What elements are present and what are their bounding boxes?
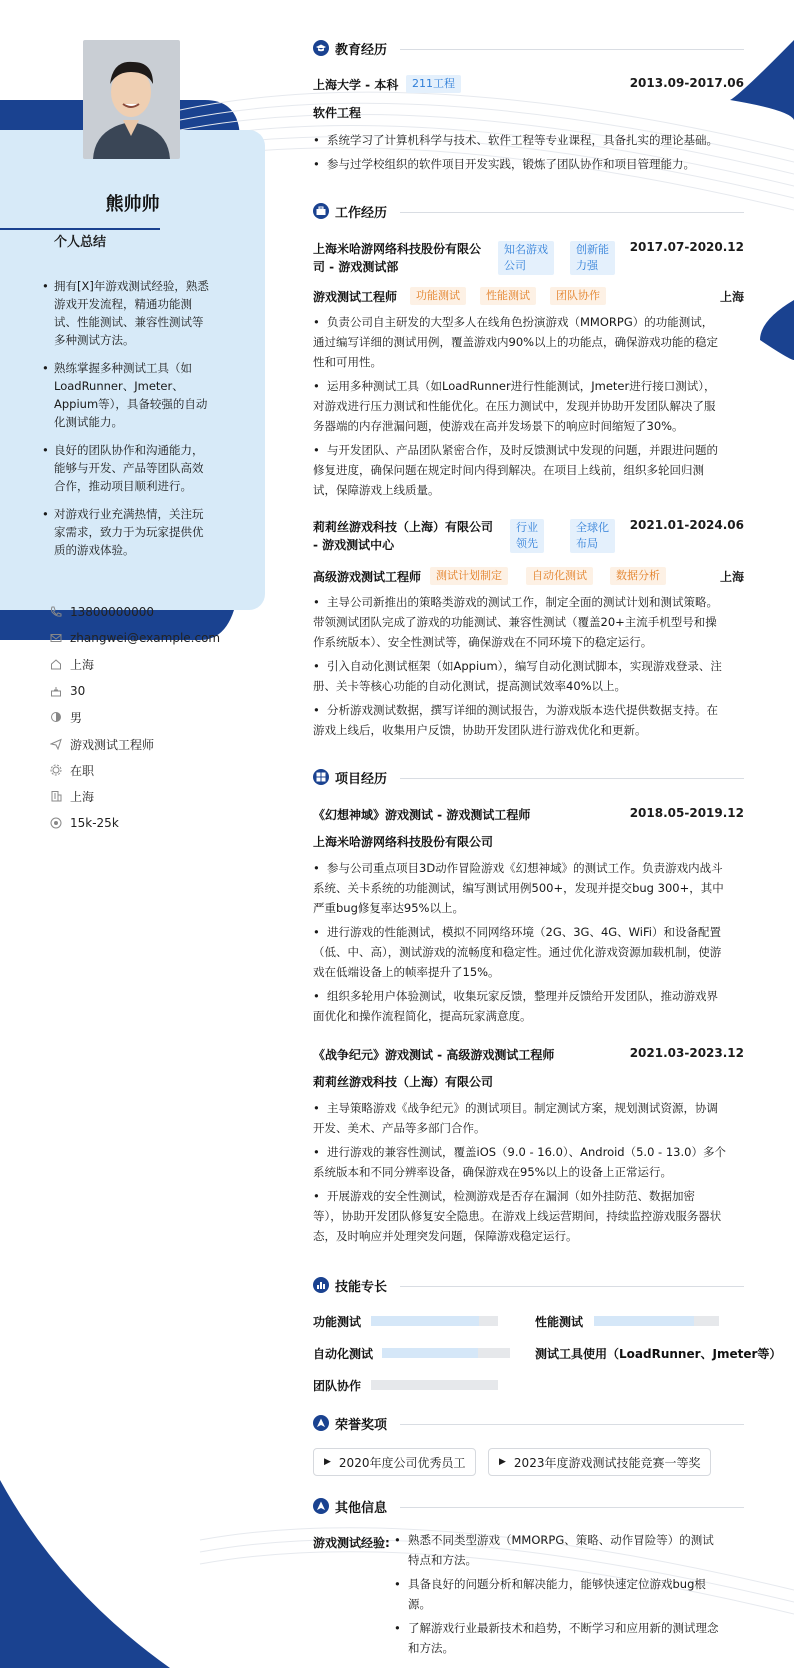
section-divider	[400, 49, 744, 50]
briefcase-icon	[313, 203, 329, 219]
skill-name: 性能测试	[535, 1315, 584, 1329]
bullet-text: 作系统版本）、安全性测试等，确保游戏在不同环境下的稳定运行。	[313, 635, 653, 649]
list-item: • 主导策略游戏《战争纪元》的测试项目。制定测试方案，规划测试资源，协调 开发、美术、产品等多部门合作。	[313, 1101, 718, 1135]
bullet-text: 具备良好的问题分析和解决能力，能够快速定位游戏bug根	[408, 1577, 706, 1591]
work-company	[313, 518, 493, 554]
contact-salary	[50, 813, 260, 833]
education-tag: 211工程	[406, 75, 461, 93]
section-divider	[400, 1424, 744, 1425]
company-line: 上海米哈游网络科技股份有限公	[313, 242, 482, 256]
skill-tag: 数据分析	[610, 567, 666, 585]
summary-item: • 熟练掌握多种测试工具（如LoadRunner、Jmeter、Appium等），具备较强的自动化测试能力。	[42, 359, 212, 431]
section-awards-header	[313, 1413, 387, 1433]
work-role: 高级游戏测试工程师	[313, 570, 422, 584]
award-icon	[313, 1415, 329, 1431]
salary-icon	[50, 817, 62, 829]
summary-item: • 拥有[X]年游戏测试经验，熟悉游戏开发流程，精通功能测试、性能测试、兼容性测试等多种测试方法。	[42, 277, 212, 349]
list-item: • 开展游戏的安全性测试，检测游戏是否存在漏洞（如外挂防范、数据加密 等），协助开发团队修复安全隐患。在游戏上线运营期间，持续监控游戏服务器状 态，及时响应并处理突发问题，保障游戏稳定运行。	[313, 1189, 722, 1243]
home-icon	[50, 658, 62, 670]
work-tag	[570, 241, 615, 275]
summary-list	[42, 277, 212, 569]
section-education-header	[313, 38, 387, 58]
work-city: 上海	[719, 570, 744, 584]
tag-line: 公司	[504, 259, 526, 272]
skill-level-bar	[371, 1380, 498, 1390]
cake-icon	[50, 685, 62, 697]
bullet-text: 和方法。	[408, 1641, 454, 1655]
bullet-text: 系统学习了计算机科学与技术、软件工程等专业课程，具备扎实的理论基础。	[327, 133, 718, 147]
tag-line: 创新能	[576, 243, 609, 256]
skill-name: 团队协作	[313, 1379, 362, 1393]
award-item	[488, 1448, 711, 1476]
skill-tag: 功能测试	[410, 287, 466, 305]
tag-line: 知名游戏	[504, 243, 548, 256]
work-date: 2017.07-2020.12	[629, 240, 744, 254]
other-bullets	[394, 1530, 749, 1662]
bullet-text: 等），协助开发团队修复安全隐患。在游戏上线运营期间，持续监控游戏服务器状	[313, 1209, 722, 1223]
skill-level-bar	[371, 1316, 498, 1326]
list-item: • 主导公司新推出的策略类游戏的测试工作，制定全面的测试计划和测试策略。 带领测试团队完成了游戏的功能测试、兼容性测试（覆盖20+主流手机型号和操 作系统版本）、安全性测试等，确保游戏在不同环境下的稳定运行。	[313, 595, 718, 649]
bullet-text: 严重bug修复率达95%以上。	[313, 901, 464, 915]
work-company	[313, 240, 481, 276]
bullet-text: 源。	[408, 1597, 431, 1611]
section-divider	[400, 778, 744, 779]
section-divider	[400, 212, 744, 213]
list-item: • 进行游戏的兼容性测试，覆盖iOS（9.0 - 16.0）、Android（5.0 - 13.0）多个 系统版本和不同分辨率设备，确保游戏在95%以上的设备上正常运行。	[313, 1145, 726, 1179]
play-icon: ▶	[499, 1457, 506, 1467]
contact-position	[50, 734, 260, 754]
skill-level-fill	[382, 1348, 478, 1358]
contact-text: 上海	[70, 657, 95, 672]
bullet-text: 对游戏进行压力测试和性能优化。在压力测试中，发现并协助开发团队解决了服	[313, 399, 716, 413]
bullet-text: 系统版本和不同分辨率设备，确保游戏在95%以上的设备上正常运行。	[313, 1165, 673, 1179]
bullet-text: 面优化和操作流程简化，提高玩家满意度。	[313, 1009, 532, 1023]
skill-level-fill	[594, 1316, 694, 1326]
section-title: 教育经历	[335, 42, 388, 58]
person-name: 熊帅帅	[105, 194, 160, 215]
list-item: • 了解游戏行业最新技术和趋势，不断学习和应用新的测试理念 和方法。	[394, 1621, 719, 1655]
bullet-text: 册、关卡等核心功能的自动化测试，提高测试效率40%以上。	[313, 679, 627, 693]
list-item: • 引入自动化测试框架（如Appium），编写自动化测试脚本，实现游戏登录、注 册、关卡等核心功能的自动化测试，提高测试效率40%以上。	[313, 659, 722, 693]
bullet-text: 组织多轮用户体验测试，收集玩家反馈，整理并反馈给开发团队，推动游戏界	[327, 989, 718, 1003]
bullet-text: 通过编写详细的测试用例，覆盖游戏内90%以上的功能点，确保游戏功能的稳定	[313, 335, 719, 349]
work-tag	[510, 519, 544, 553]
work-tag	[570, 519, 615, 553]
contact-text: 13800000000	[70, 605, 154, 619]
bar-chart-icon	[313, 1277, 329, 1293]
avatar	[83, 40, 180, 159]
work-tag	[498, 241, 554, 275]
bullet-text: 性和可用性。	[313, 355, 382, 369]
bullet-text: 参与公司重点项目3D动作冒险游戏《幻想神域》的测试工作。负责游戏内战斗	[327, 861, 723, 875]
section-skills-header	[313, 1275, 387, 1295]
contact-text: 上海	[70, 789, 95, 804]
skill-tag: 团队协作	[550, 287, 606, 305]
work-bullets	[313, 592, 743, 744]
tag-line: 全球化	[576, 521, 609, 534]
bullet-text: 了解游戏行业最新技术和趋势，不断学习和应用新的测试理念	[408, 1621, 719, 1635]
skill-tag: 测试计划制定	[430, 567, 508, 585]
company-line: 司 - 游戏测试部	[313, 260, 399, 274]
status-icon	[50, 764, 62, 776]
bullet-text: 特点和方法。	[408, 1553, 477, 1567]
contact-age	[50, 681, 260, 701]
bullet-text: 带领测试团队完成了游戏的功能测试、兼容性测试（覆盖20+主流手机型号和操	[313, 615, 717, 629]
bullet-text: 试，保障游戏上线质量。	[313, 483, 440, 497]
award-item	[313, 1448, 476, 1476]
skill-level-bar	[594, 1316, 719, 1326]
list-item: • 运用多种测试工具（如LoadRunner进行性能测试，Jmeter进行接口测试）， 对游戏进行压力测试和性能优化。在压力测试中，发现并协助开发团队解决了服 务器端的内存泄漏问题，使游戏在高并发场景下的响应时间缩短了30%。	[313, 379, 716, 433]
list-item: • 参与公司重点项目3D动作冒险游戏《幻想神域》的测试工作。负责游戏内战斗 系统、关卡系统的功能测试，编写测试用例500+，发现并提交bug 300+，其中 严重bug修复率达95%以上。	[313, 861, 724, 915]
list-item: • 进行游戏的性能测试，模拟不同网络环境（2G、3G、4G、WiFi）和设备配置 （低、中、高），测试游戏的流畅度和稳定性。通过优化游戏资源加载机制，使游 戏在低端设备上的帧率提升了15%。	[313, 925, 722, 979]
project-date: 2021.03-2023.12	[629, 1046, 744, 1060]
bullet-text: 熟悉不同类型游戏（MMORPG、策略、动作冒险等）的测试	[408, 1533, 714, 1547]
skill-name: 功能测试	[313, 1315, 362, 1329]
skill-tag: 性能测试	[480, 287, 536, 305]
section-projects-header	[313, 767, 387, 787]
work-role: 游戏测试工程师	[313, 290, 398, 304]
bullet-text: 进行游戏的兼容性测试，覆盖iOS（9.0 - 16.0）、Android（5.0 - 13.0）多个	[327, 1145, 726, 1159]
section-title: 技能专长	[335, 1279, 388, 1295]
bullet-text: 务器端的内存泄漏问题，使游戏在高并发场景下的响应时间缩短了30%。	[313, 419, 684, 433]
list-item: • 与开发团队、产品团队紧密合作，及时反馈测试中发现的问题，并跟进问题的 修复进度，确保问题在规定时间内得到解决。在项目上线前，组织多轮回归测 试，保障游戏上线质量。	[313, 443, 718, 497]
graduation-cap-icon	[313, 40, 329, 56]
contact-text: 男	[70, 710, 83, 725]
bullet-text: 参与过学校组织的软件项目开发实践，锻炼了团队协作和项目管理能力。	[327, 157, 695, 171]
skill-name: 测试工具使用（LoadRunner、Jmeter等）	[535, 1347, 782, 1361]
section-work-header	[313, 201, 387, 221]
contact-phone	[50, 602, 260, 622]
skill-level-bar	[382, 1348, 510, 1358]
other-label: 游戏测试经验:	[313, 1536, 390, 1550]
education-date: 2013.09-2017.06	[629, 76, 744, 90]
skill-level-fill	[371, 1316, 479, 1326]
contact-home	[50, 654, 260, 674]
work-city: 上海	[719, 290, 744, 304]
grid-icon	[313, 769, 329, 785]
project-company: 莉莉丝游戏科技（上海）有限公司	[313, 1075, 494, 1089]
bullet-text: 进行游戏的性能测试，模拟不同网络环境（2G、3G、4G、WiFi）和设备配置	[327, 925, 721, 939]
bullet-text: 修复进度，确保问题在规定时间内得到解决。在项目上线前，组织多轮回归测	[313, 463, 704, 477]
work-bullets	[313, 312, 743, 504]
bullet-text: 负责公司自主研发的大型多人在线角色扮演游戏（MMORPG）的功能测试，	[327, 315, 714, 329]
section-other-header	[313, 1496, 387, 1516]
bullet-text: （低、中、高），测试游戏的流畅度和稳定性。通过优化游戏资源加载机制，使游	[313, 945, 722, 959]
project-bullets	[313, 858, 743, 1030]
list-item: • 熟悉不同类型游戏（MMORPG、策略、动作冒险等）的测试 特点和方法。	[394, 1533, 714, 1567]
award-text: 2023年度游戏测试技能竞赛一等奖	[513, 1455, 701, 1470]
summary-item: • 良好的团队协作和沟通能力，能够与开发、产品等团队高效合作，推动项目顺利进行。	[42, 441, 212, 495]
project-bullets	[313, 1098, 743, 1250]
bullet-text: 分析游戏测试数据，撰写详细的测试报告，为游戏版本迭代提供数据支持。在	[327, 703, 718, 717]
bullet-text: 主导公司新推出的策略类游戏的测试工作，制定全面的测试计划和测试策略。	[327, 595, 718, 609]
contact-city	[50, 786, 260, 806]
info-icon	[313, 1498, 329, 1514]
skill-tag: 自动化测试	[526, 567, 593, 585]
education-major: 软件工程	[313, 106, 362, 120]
section-title: 工作经历	[335, 205, 388, 221]
project-title: 《幻想神域》游戏测试 - 游戏测试工程师	[313, 808, 531, 822]
send-icon	[50, 738, 62, 750]
contact-text: 15k-25k	[70, 816, 119, 830]
contact-text: 游戏测试工程师	[70, 737, 155, 752]
bullet-text: 游戏上线后，收集用户反馈，协助开发团队进行游戏优化和更新。	[313, 723, 647, 737]
education-bullets	[313, 130, 743, 178]
list-item: • 负责公司自主研发的大型多人在线角色扮演游戏（MMORPG）的功能测试， 通过编写详细的测试用例，覆盖游戏内90%以上的功能点，确保游戏功能的稳定 性和可用性。	[313, 315, 719, 369]
company-line: 莉莉丝游戏科技（上海）有限公司	[313, 520, 494, 534]
project-date: 2018.05-2019.12	[629, 806, 744, 820]
bullet-text: 引入自动化测试框架（如Appium），编写自动化测试脚本，实现游戏登录、注	[327, 659, 722, 673]
work-date: 2021.01-2024.06	[629, 518, 744, 532]
tag-line: 行业	[516, 521, 538, 534]
contact-text: 30	[70, 684, 86, 698]
section-title: 荣誉奖项	[335, 1417, 388, 1433]
section-divider	[400, 1507, 744, 1508]
bullet-text: 主导策略游戏《战争纪元》的测试项目。制定测试方案，规划测试资源，协调	[327, 1101, 718, 1115]
summary-title: 个人总结	[53, 235, 106, 250]
list-item: • 分析游戏测试数据，撰写详细的测试报告，为游戏版本迭代提供数据支持。在 游戏上线后，收集用户反馈，协助开发团队进行游戏优化和更新。	[313, 703, 718, 737]
tag-line: 领先	[516, 537, 538, 550]
contact-status	[50, 760, 260, 780]
building-icon	[50, 790, 62, 802]
list-item: • 组织多轮用户体验测试，收集玩家反馈，整理并反馈给开发团队，推动游戏界 面优化和操作流程简化，提高玩家满意度。	[313, 989, 718, 1023]
section-divider	[400, 1286, 744, 1287]
tag-line: 力强	[576, 259, 598, 272]
summary-divider	[0, 228, 160, 230]
summary-item: • 对游戏行业充满热情，关注玩家需求，致力于为玩家提供优质的游戏体验。	[42, 505, 212, 559]
list-item: • 系统学习了计算机科学与技术、软件工程等专业课程，具备扎实的理论基础。	[313, 133, 718, 147]
bullet-text: 运用多种测试工具（如LoadRunner进行性能测试，Jmeter进行接口测试），	[327, 379, 716, 393]
mail-icon	[50, 632, 62, 644]
section-title: 项目经历	[335, 771, 388, 787]
bullet-text: 系统、关卡系统的功能测试，编写测试用例500+，发现并提交bug 300+，其中	[313, 881, 724, 895]
list-item: • 参与过学校组织的软件项目开发实践，锻炼了团队协作和项目管理能力。	[313, 157, 695, 171]
phone-icon	[50, 606, 62, 618]
list-item: • 具备良好的问题分析和解决能力，能够快速定位游戏bug根 源。	[394, 1577, 706, 1611]
skill-name: 自动化测试	[313, 1347, 374, 1361]
project-title: 《战争纪元》游戏测试 - 高级游戏测试工程师	[313, 1048, 555, 1062]
tag-line: 布局	[576, 537, 598, 550]
company-line: - 游戏测试中心	[313, 538, 395, 552]
bullet-text: 与开发团队、产品团队紧密合作，及时反馈测试中发现的问题，并跟进问题的	[327, 443, 718, 457]
gender-icon	[50, 711, 62, 723]
bullet-text: 态，及时响应并处理突发问题，保障游戏稳定运行。	[313, 1229, 578, 1243]
contact-text: zhangwei@example.com	[70, 631, 221, 645]
bullet-text: 开发、美术、产品等多部门合作。	[313, 1121, 486, 1135]
play-icon: ▶	[324, 1457, 331, 1467]
education-school: 上海大学 - 本科	[313, 78, 399, 92]
project-company: 上海米哈游网络科技股份有限公司	[313, 835, 494, 849]
contact-email	[50, 628, 260, 648]
contact-text: 在职	[70, 763, 95, 778]
bullet-text: 戏在低端设备上的帧率提升了15%。	[313, 965, 500, 979]
award-text: 2020年度公司优秀员工	[338, 1455, 466, 1470]
bullet-text: 开展游戏的安全性测试，检测游戏是否存在漏洞（如外挂防范、数据加密	[327, 1189, 695, 1203]
contact-gender	[50, 707, 260, 727]
section-title: 其他信息	[335, 1500, 388, 1516]
